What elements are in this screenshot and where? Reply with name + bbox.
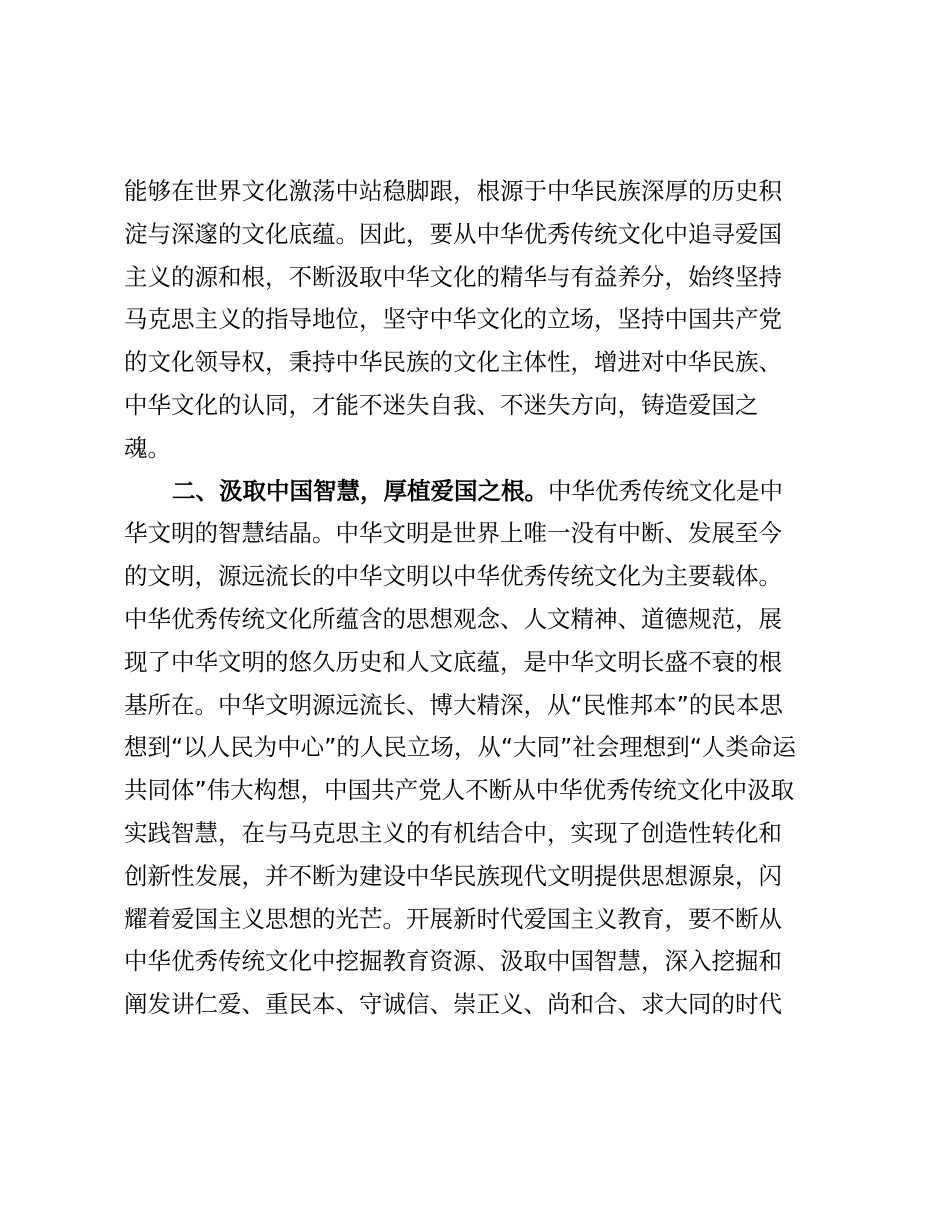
text-line: 主义的源和根，不断汲取中华文化的精华与有益养分，始终坚持: [124, 262, 782, 291]
text-line: 华文明的智慧结晶。中华文明是世界上唯一没有中断、发展至今: [124, 519, 782, 548]
text-line: 基所在。中华文明源远流长、博大精深，从“民惟邦本”的民本思: [124, 690, 783, 719]
body-text: [124, 170, 844, 1026]
text-line: 共同体”伟大构想，中国共产党人不断从中华优秀传统文化中汲取: [124, 776, 795, 805]
text-line: 现了中华文明的悠久历史和人文底蕴，是中华文明长盛不衰的根: [124, 647, 782, 676]
text-line: 的文明，源远流长的中华文明以中华优秀传统文化为主要载体。: [124, 562, 782, 591]
text-line: 能够在世界文化激荡中站稳脚跟，根源于中华民族深厚的历史积: [124, 177, 782, 205]
text-run: 中华优秀传统文化是中: [548, 476, 783, 505]
paragraph-2: [124, 470, 844, 1026]
text-line: 魂。: [124, 433, 171, 462]
text-line: 创新性发展，并不断为建设中华民族现代文明提供思想源泉，闪: [124, 861, 782, 890]
text-line: 中华优秀传统文化中挖掘教育资源、汲取中国智慧，深入挖掘和: [124, 947, 782, 976]
text-line: 想到“以人民为中心”的人民立场，从“大同”社会理想到“人类命运: [124, 733, 796, 762]
paragraph-1: [124, 170, 844, 470]
text-line: 马克思主义的指导地位，坚守中华文化的立场，坚持中国共产党: [124, 305, 782, 334]
text-line: 阐发讲仁爱、重民本、守诚信、崇正义、尚和合、求大同的时代: [124, 990, 782, 1019]
text-line: 中华优秀传统文化所蕴含的思想观念、人文精神、道德规范，展: [124, 604, 782, 633]
text-line-first: [124, 470, 844, 513]
text-line: 实践智慧，在与马克思主义的有机结合中，实现了创造性转化和: [124, 818, 782, 847]
text-line: 淀与深邃的文化底蕴。因此，要从中华优秀传统文化中追寻爱国: [124, 219, 782, 248]
section-heading: 二、汲取中国智慧，厚植爱国之根。: [172, 476, 548, 505]
text-line: 的文化领导权，秉持中华民族的文化主体性，增进对中华民族、: [124, 348, 782, 377]
text-line: 中华文化的认同，才能不迷失自我、不迷失方向，铸造爱国之: [124, 390, 759, 419]
text-line: 耀着爱国主义思想的光芒。开展新时代爱国主义教育，要不断从: [124, 904, 782, 933]
